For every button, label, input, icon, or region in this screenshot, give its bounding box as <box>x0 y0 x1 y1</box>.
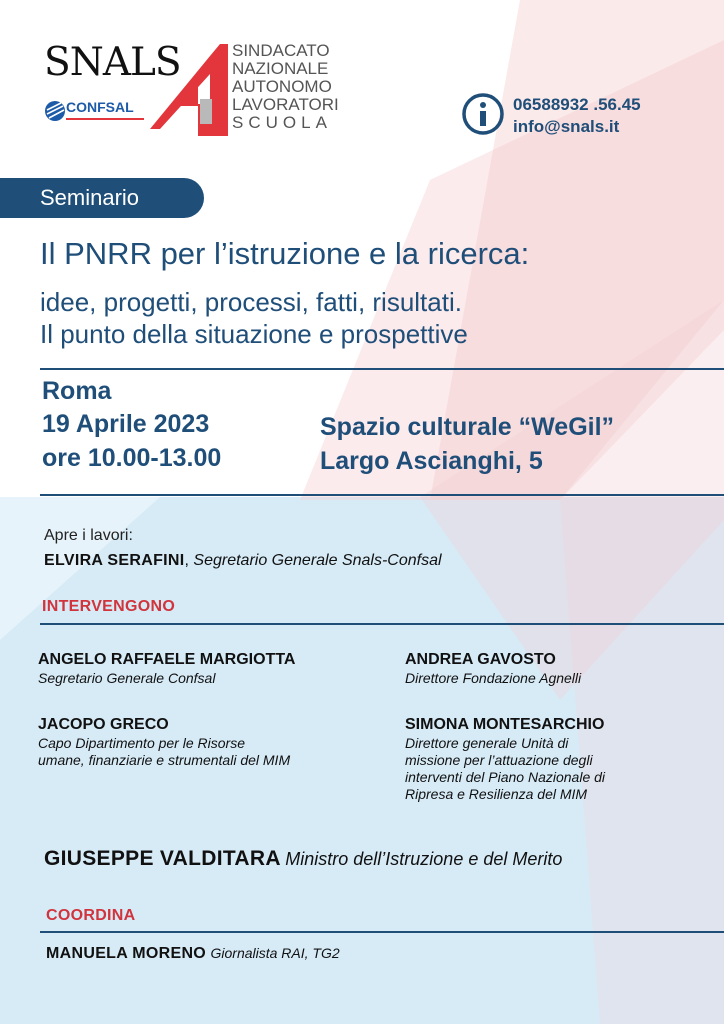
minister-speaker <box>44 847 562 871</box>
opens-label: Apre i lavori: <box>44 527 133 544</box>
speaker-card <box>405 650 581 687</box>
union-name-line: AUTONOMO <box>232 77 332 96</box>
coordinator <box>46 945 340 963</box>
speaker-name: MANUELA MORENO <box>46 945 207 962</box>
speaker-name: GIUSEPPE VALDITARA <box>44 847 281 870</box>
coordinator-heading: COORDINA <box>46 907 136 924</box>
snals-logo-text: SNALS <box>44 40 181 85</box>
speaker-name: SIMONA MONTESARCHIO <box>405 716 605 733</box>
speaker-role: Segretario Generale Snals-Confsal <box>193 552 442 569</box>
event-when <box>42 375 221 475</box>
email-link[interactable]: info@snals.it <box>513 117 620 136</box>
venue-name: Spazio culturale “WeGil” <box>320 413 615 441</box>
speaker-role: Ripresa e Resilienza del MIM <box>405 786 588 802</box>
speaker-card <box>38 715 368 769</box>
snals-logo-icon <box>150 44 230 136</box>
phone-number: 06588932 .56.45 <box>513 95 641 114</box>
speaker-role: Direttore Fondazione Agnelli <box>405 670 582 686</box>
event-subtitle <box>40 286 468 350</box>
speaker-card <box>405 715 705 803</box>
union-full-name <box>232 42 339 132</box>
venue-address: Largo Ascianghi, 5 <box>320 447 543 475</box>
contact-info <box>513 94 641 138</box>
event-time: ore 10.00-13.00 <box>42 444 222 472</box>
confsal-underline <box>66 118 144 120</box>
divider <box>40 494 724 496</box>
divider <box>40 623 724 625</box>
info-icon <box>461 92 505 136</box>
speaker-name: JACOPO GRECO <box>38 716 169 733</box>
speaker-role: Segretario Generale Confsal <box>38 670 216 686</box>
event-venue <box>320 410 614 478</box>
subtitle-line: idee, progetti, processi, fatti, risultati. <box>40 287 462 317</box>
speaker-role: missione per l’attuazione degli <box>405 752 593 768</box>
opening-speaker <box>44 552 442 570</box>
union-name-line: LAVORATORI <box>232 95 339 114</box>
subtitle-line: Il punto della situazione e prospettive <box>40 319 468 349</box>
speaker-role: Capo Dipartimento per le Risorse <box>38 735 245 751</box>
confsal-logo-icon <box>44 100 66 122</box>
speaker-role: umane, finanziarie e strumentali del MIM <box>38 752 291 768</box>
separator: , <box>184 552 194 569</box>
event-title: Il PNRR per l’istruzione e la ricerca: <box>40 236 530 271</box>
union-name-line: SINDACATO <box>232 41 330 60</box>
event-city: Roma <box>42 377 112 405</box>
divider <box>40 368 724 370</box>
event-date: 19 Aprile 2023 <box>42 410 210 438</box>
speaker-name: ANDREA GAVOSTO <box>405 651 556 668</box>
speaker-name: ELVIRA SERAFINI <box>44 552 185 569</box>
speakers-heading: INTERVENGONO <box>42 598 176 615</box>
speaker-role: Direttore generale Unità di <box>405 735 569 751</box>
union-name-line: SCUOLA <box>232 113 332 132</box>
confsal-logo-text: CONFSAL <box>66 99 134 115</box>
speaker-role: Ministro dell’Istruzione e del Merito <box>285 849 563 869</box>
seminar-tag: Seminario <box>0 178 204 218</box>
divider <box>40 931 724 933</box>
speaker-card <box>38 650 295 687</box>
speaker-role: Giornalista RAI, TG2 <box>210 945 340 961</box>
speaker-role: interventi del Piano Nazionale di <box>405 769 606 785</box>
union-name-line: NAZIONALE <box>232 59 329 78</box>
speaker-name: ANGELO RAFFAELE MARGIOTTA <box>38 651 296 668</box>
